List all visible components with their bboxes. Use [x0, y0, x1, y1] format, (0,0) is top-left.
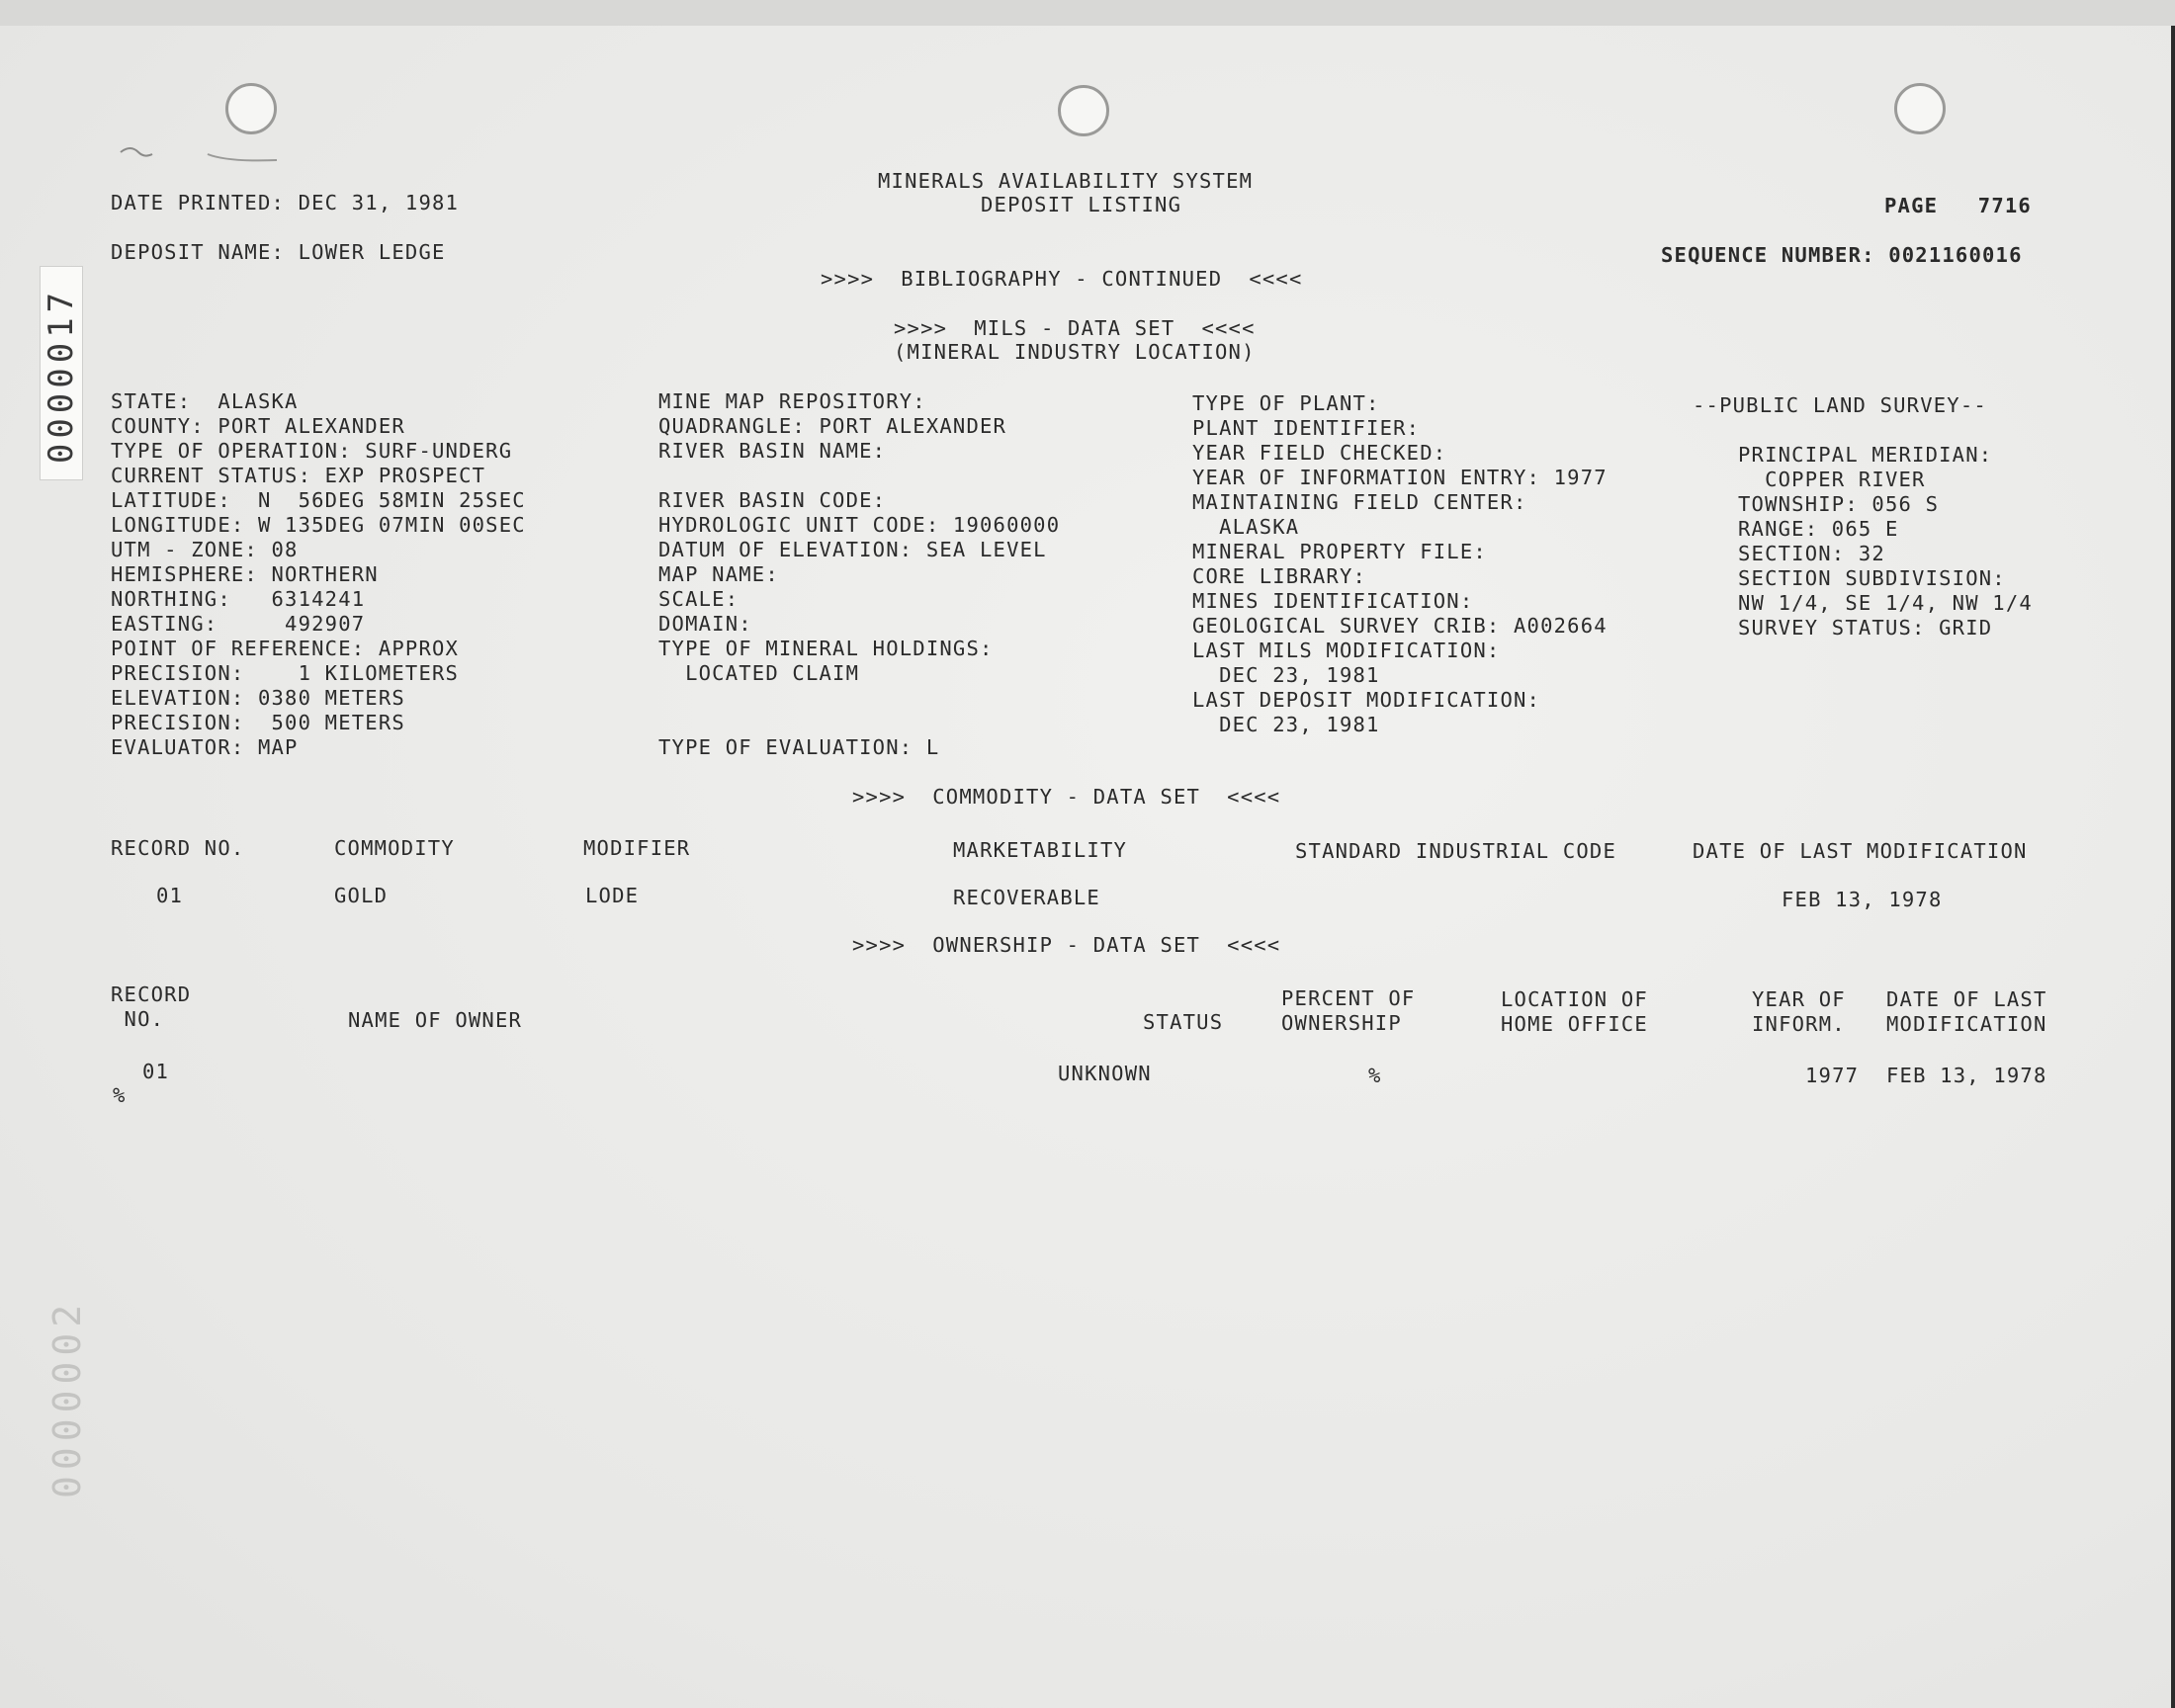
bibliography-heading: >>>> BIBLIOGRAPHY - CONTINUED <<<<	[821, 267, 1303, 291]
field-line: DOMAIN:	[658, 612, 752, 636]
col-header-record: NO.	[111, 1007, 165, 1031]
field-line: PRECISION: 500 METERS	[111, 711, 405, 734]
field-line: RIVER BASIN CODE:	[658, 488, 887, 512]
field-line: DATUM OF ELEVATION: SEA LEVEL	[658, 538, 1047, 561]
field-line: CURRENT STATUS: EXP PROSPECT	[111, 464, 486, 487]
field-line: NW 1/4, SE 1/4, NW 1/4	[1738, 591, 2033, 615]
field-line: ALASKA	[1192, 515, 1300, 539]
col-header-location: LOCATION OF	[1501, 987, 1648, 1011]
field-line: MAINTAINING FIELD CENTER:	[1192, 490, 1527, 514]
table-cell-record: 01	[142, 1060, 170, 1083]
col-header-percent: OWNERSHIP	[1281, 1011, 1402, 1035]
field-line: LAST MILS MODIFICATION:	[1192, 639, 1501, 662]
table-cell-record: 01	[156, 884, 184, 907]
deposit-name: DEPOSIT NAME: LOWER LEDGE	[111, 240, 446, 264]
field-line: STATE: ALASKA	[111, 389, 299, 413]
commodity-heading: >>>> COMMODITY - DATA SET <<<<	[852, 785, 1281, 809]
pencil-mark-icon	[119, 134, 287, 174]
table-cell-percent: %	[1368, 1064, 1382, 1087]
col-header-year: INFORM.	[1752, 1012, 1846, 1036]
field-line: SECTION: 32	[1738, 542, 1885, 565]
field-line: PRINCIPAL MERIDIAN:	[1738, 443, 1993, 467]
field-line: POINT OF REFERENCE: APPROX	[111, 637, 460, 660]
field-line: TYPE OF EVALUATION: L	[658, 735, 940, 759]
end-marker: %	[113, 1083, 127, 1107]
field-line: RIVER BASIN NAME:	[658, 439, 887, 463]
field-line: EASTING: 492907	[111, 612, 366, 636]
field-line: TYPE OF OPERATION: SURF-UNDERG	[111, 439, 513, 463]
col-header-last-mod: DATE OF LAST MODIFICATION	[1693, 839, 2028, 863]
ownership-heading: >>>> OWNERSHIP - DATA SET <<<<	[852, 933, 1281, 957]
listing-title: DEPOSIT LISTING	[981, 193, 1182, 216]
col-header-location: HOME OFFICE	[1501, 1012, 1648, 1036]
field-line: MINERAL PROPERTY FILE:	[1192, 540, 1487, 563]
col-header-last-mod: MODIFICATION	[1886, 1012, 2047, 1036]
field-line: ELEVATION: 0380 METERS	[111, 686, 405, 710]
field-line: NORTHING: 6314241	[111, 587, 366, 611]
col-header-last-mod: DATE OF LAST	[1886, 987, 2047, 1011]
field-line: PRECISION: 1 KILOMETERS	[111, 661, 460, 685]
mils-heading: >>>> MILS - DATA SET <<<<	[894, 316, 1256, 340]
field-line: CORE LIBRARY:	[1192, 564, 1367, 588]
table-cell-year: 1977	[1805, 1064, 1860, 1087]
field-line: LAST DEPOSIT MODIFICATION:	[1192, 688, 1541, 712]
field-line: YEAR FIELD CHECKED:	[1192, 441, 1447, 465]
table-cell-date: FEB 13, 1978	[1886, 1064, 2047, 1087]
col-header-status: STATUS	[1143, 1010, 1224, 1034]
page-number: PAGE 7716	[1884, 194, 2032, 217]
field-line: LOCATED CLAIM	[658, 661, 860, 685]
field-line: PLANT IDENTIFIER:	[1192, 416, 1421, 440]
col-header-marketability: MARKETABILITY	[953, 838, 1128, 862]
field-line: QUADRANGLE: PORT ALEXANDER	[658, 414, 1007, 438]
col-header-commodity: COMMODITY	[334, 836, 455, 860]
frame-number-text: 0000017	[42, 287, 81, 465]
punch-hole-left	[225, 83, 277, 134]
field-line: HEMISPHERE: NORTHERN	[111, 562, 379, 586]
ghost-number-text: 0000002	[45, 1298, 89, 1498]
field-line: DEC 23, 1981	[1192, 713, 1380, 736]
field-line: SCALE:	[658, 587, 740, 611]
table-cell-date: FEB 13, 1978	[1782, 888, 1943, 911]
field-line: LONGITUDE: W 135DEG 07MIN 00SEC	[111, 513, 526, 537]
field-line: HYDROLOGIC UNIT CODE: 19060000	[658, 513, 1061, 537]
ghost-frame-number	[26, 1298, 115, 1498]
field-line: MINES IDENTIFICATION:	[1192, 589, 1474, 613]
survey-heading: --PUBLIC LAND SURVEY--	[1693, 393, 1987, 417]
field-line: RANGE: 065 E	[1738, 517, 1899, 541]
date-printed: DATE PRINTED: DEC 31, 1981	[111, 191, 460, 214]
col-header-sic: STANDARD INDUSTRIAL CODE	[1295, 839, 1617, 863]
punch-hole-right	[1894, 83, 1946, 134]
scan-top-edge	[0, 0, 2175, 26]
printout-page	[0, 26, 2171, 1708]
col-header-year: YEAR OF	[1752, 987, 1846, 1011]
field-line: DEC 23, 1981	[1192, 663, 1380, 687]
mils-subheading: (MINERAL INDUSTRY LOCATION)	[894, 340, 1256, 364]
field-line: MAP NAME:	[658, 562, 779, 586]
field-line: TYPE OF PLANT:	[1192, 391, 1380, 415]
col-header-record: RECORD NO.	[111, 836, 245, 860]
field-line: EVALUATOR: MAP	[111, 735, 299, 759]
system-title: MINERALS AVAILABILITY SYSTEM	[878, 169, 1254, 193]
field-line: SECTION SUBDIVISION:	[1738, 566, 2006, 590]
col-header-modifier: MODIFIER	[583, 836, 691, 860]
field-line: TOWNSHIP: 056 S	[1738, 492, 1940, 516]
table-cell-marketability: RECOVERABLE	[953, 886, 1100, 909]
table-cell-status: UNKNOWN	[1058, 1062, 1152, 1085]
field-line: SURVEY STATUS: GRID	[1738, 616, 1993, 640]
punch-hole-center	[1058, 85, 1109, 136]
microfilm-frame-number	[40, 266, 83, 480]
field-line: COPPER RIVER	[1738, 468, 1926, 491]
table-cell-modifier: LODE	[585, 884, 640, 907]
table-cell-commodity: GOLD	[334, 884, 389, 907]
field-line: COUNTY: PORT ALEXANDER	[111, 414, 405, 438]
field-line: GEOLOGICAL SURVEY CRIB: A002664	[1192, 614, 1608, 638]
col-header-percent: PERCENT OF	[1281, 986, 1416, 1010]
sequence-number: SEQUENCE NUMBER: 0021160016	[1661, 243, 2023, 267]
field-line: MINE MAP REPOSITORY:	[658, 389, 926, 413]
field-line: YEAR OF INFORMATION ENTRY: 1977	[1192, 466, 1608, 489]
field-line: TYPE OF MINERAL HOLDINGS:	[658, 637, 994, 660]
col-header-record: RECORD	[111, 982, 192, 1006]
field-line: LATITUDE: N 56DEG 58MIN 25SEC	[111, 488, 526, 512]
field-line: UTM - ZONE: 08	[111, 538, 299, 561]
col-header-owner: NAME OF OWNER	[348, 1008, 523, 1032]
